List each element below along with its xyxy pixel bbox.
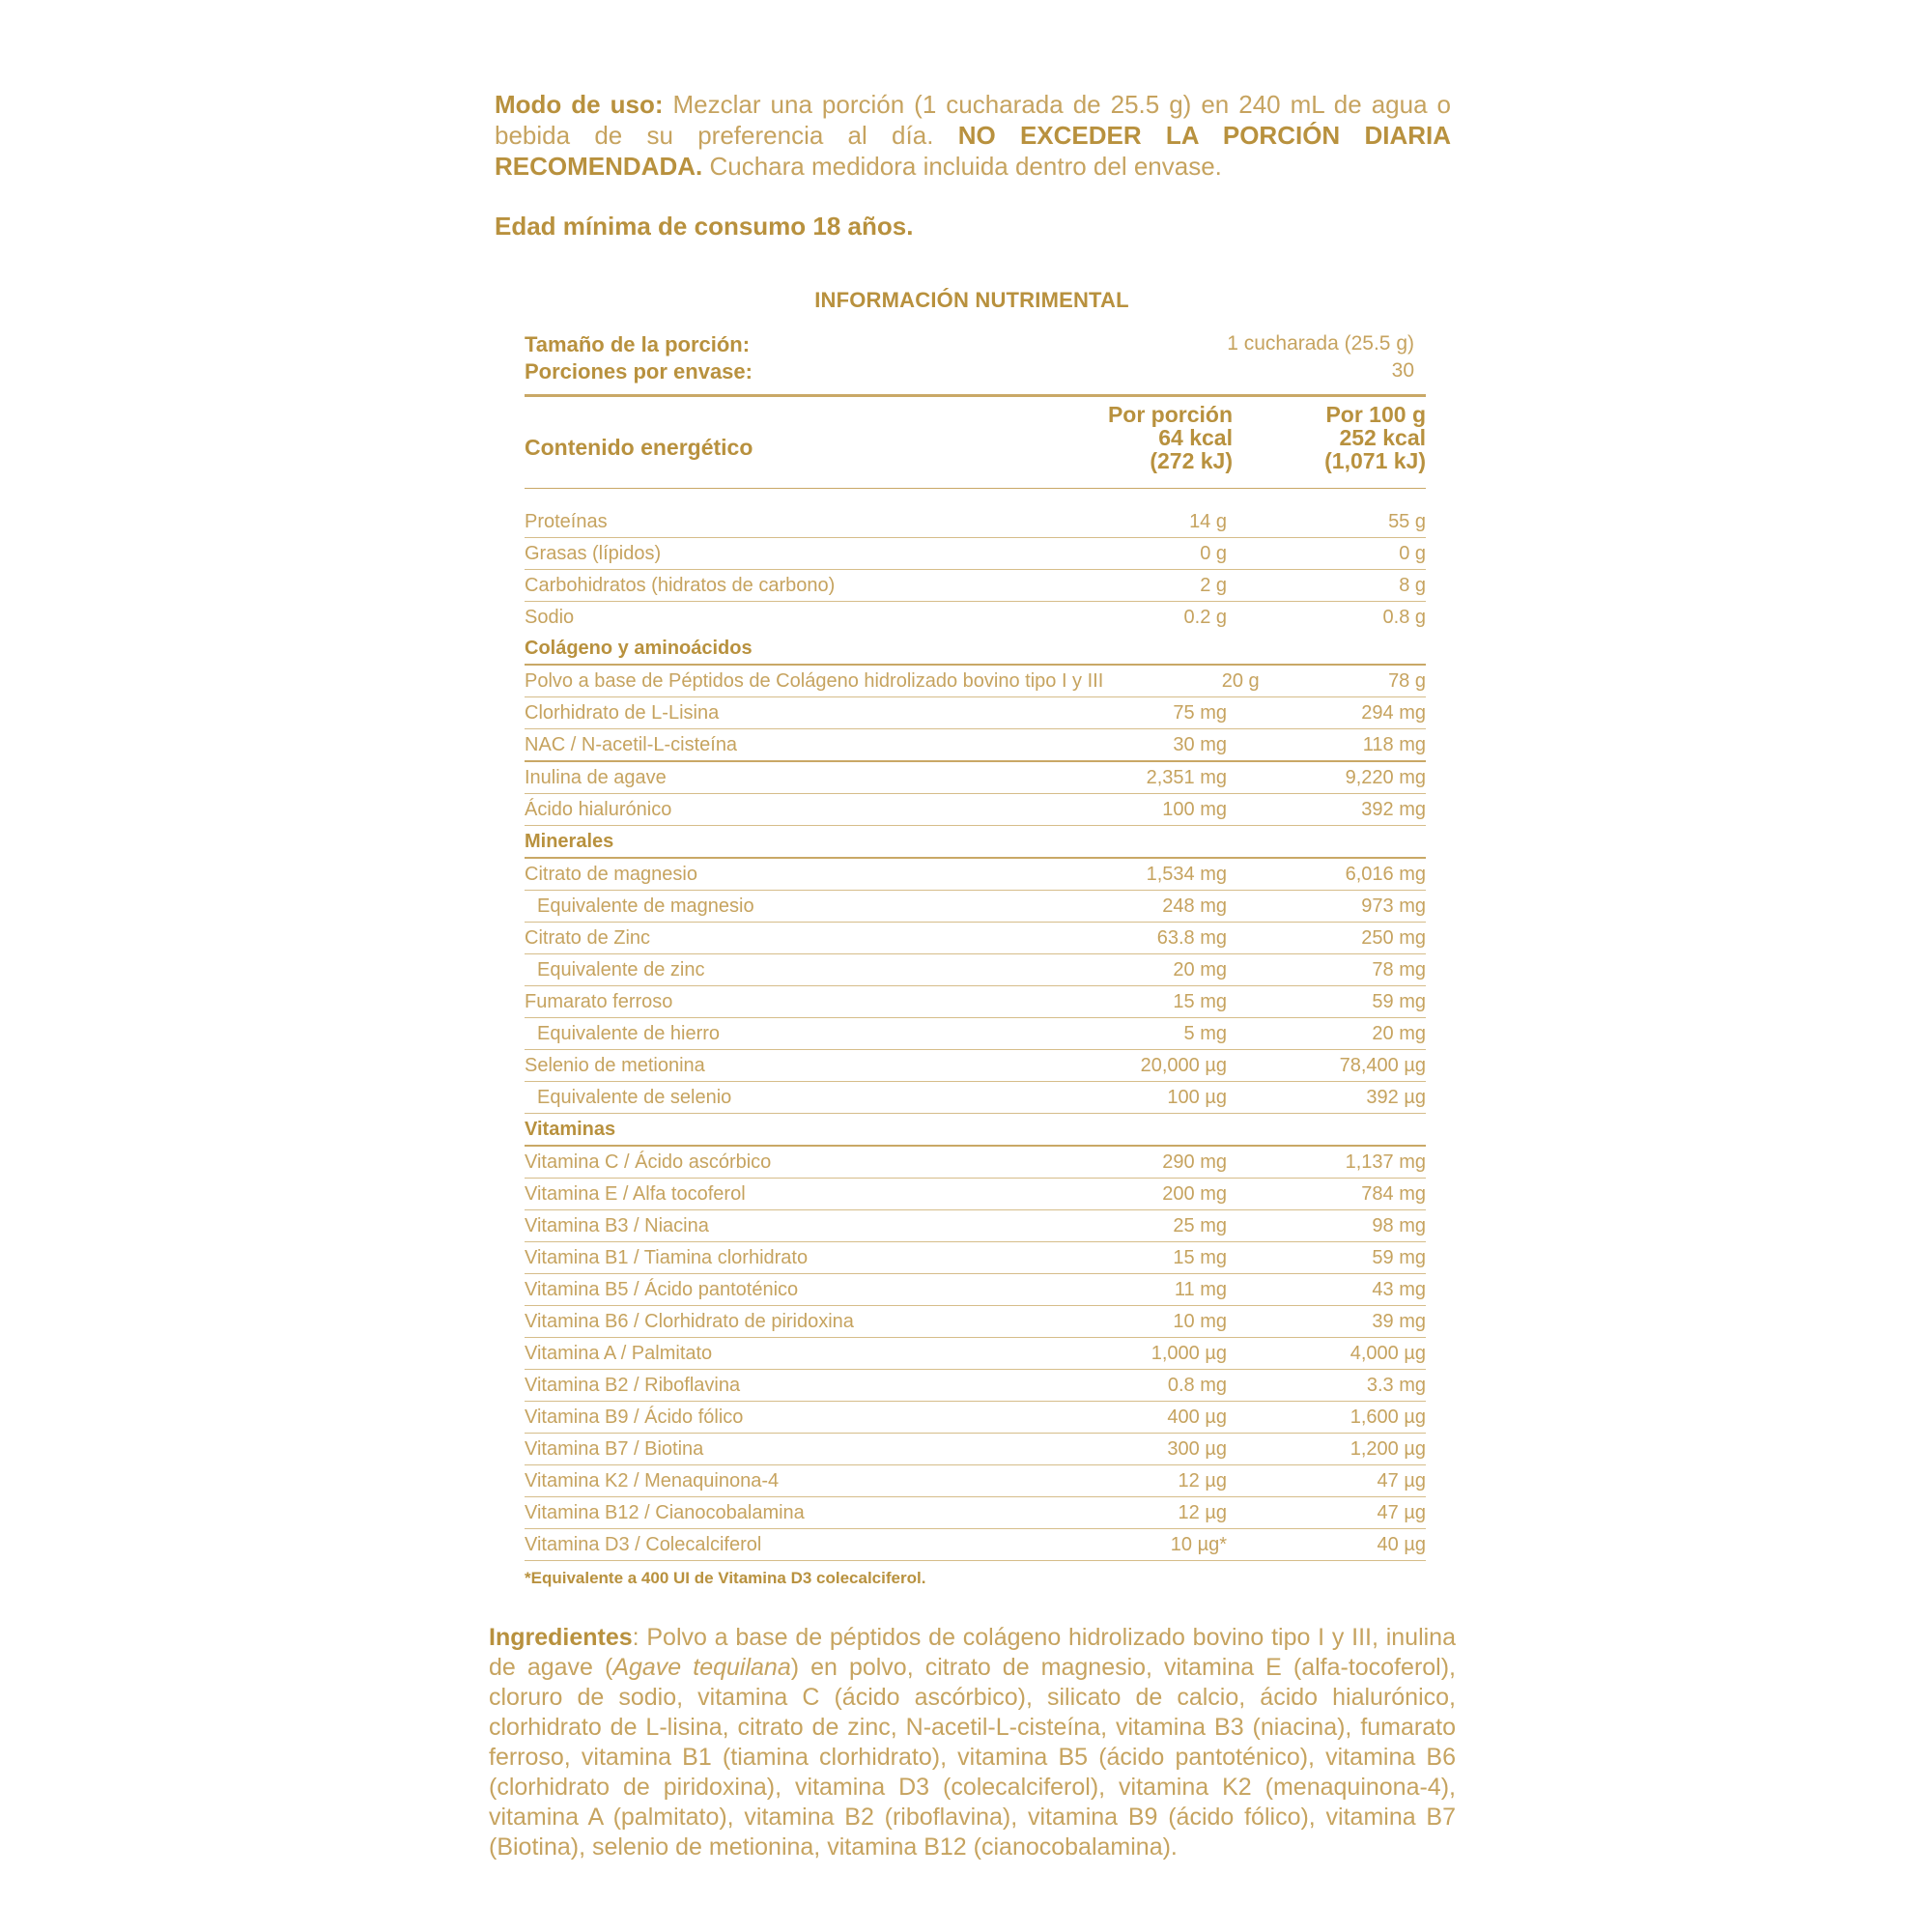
nutrient-per-100g: 9,220 mg	[1345, 767, 1426, 788]
nutrient-row	[525, 697, 1426, 729]
macros-section	[525, 506, 1426, 633]
nutrient-name: Vitamina K2 / Menaquinona-4	[525, 1470, 780, 1492]
nutrient-name: Vitamina B5 / Ácido pantoténico	[525, 1279, 799, 1300]
energy-per-serving	[1039, 397, 1233, 488]
nutrient-row	[525, 1497, 1426, 1529]
ingredients-text-1: : Polvo a base de péptidos de colágeno hidrolizado bovino tipo I y III, inulina de agave (	[489, 1624, 1456, 1681]
servings-value: 30	[1391, 359, 1414, 382]
nutrient-row	[525, 1465, 1426, 1497]
nutrient-per-100g: 1,600 µg	[1350, 1406, 1426, 1428]
nutrient-per-100g: 78,400 µg	[1339, 1055, 1426, 1076]
col-header-per-serving: Por porción	[1107, 402, 1233, 427]
nutrient-row	[525, 666, 1426, 697]
nutrient-name: Vitamina B6 / Clorhidrato de piridoxina	[525, 1311, 854, 1332]
nutrient-name: Citrato de Zinc	[525, 927, 651, 949]
nutrient-per-serving: 0.8 mg	[1167, 1375, 1227, 1396]
nutrient-per-100g: 392 µg	[1366, 1087, 1426, 1108]
nutrient-per-100g: 0 g	[1399, 543, 1426, 564]
vitamins-section	[525, 1147, 1426, 1561]
nutrient-name: Proteínas	[525, 511, 608, 532]
energy-label: Contenido energético	[525, 434, 753, 460]
nutrient-per-100g: 78 mg	[1372, 959, 1426, 980]
nutrient-per-serving: 30 mg	[1173, 734, 1227, 755]
nutrient-per-100g: 3.3 mg	[1366, 1375, 1426, 1396]
nutrient-row	[525, 538, 1426, 570]
nutrient-name: Selenio de metionina	[525, 1055, 705, 1076]
nutrient-per-100g: 392 mg	[1361, 799, 1426, 820]
nutrient-row	[525, 986, 1426, 1018]
nutrient-per-serving: 400 µg	[1167, 1406, 1227, 1428]
nutrient-per-serving: 200 mg	[1162, 1183, 1227, 1205]
nutrient-per-serving: 20 g	[1221, 670, 1260, 692]
servings-label: Porciones por envase:	[525, 359, 753, 384]
nutrient-per-100g: 98 mg	[1372, 1215, 1426, 1236]
ingredients-label: Ingredientes	[489, 1624, 633, 1651]
nutrient-per-serving: 63.8 mg	[1156, 927, 1227, 949]
usage-label: Modo de uso:	[495, 90, 664, 119]
nutrient-per-100g: 294 mg	[1361, 702, 1426, 724]
nutrient-name: Equivalente de zinc	[537, 959, 705, 980]
nutrient-per-serving: 15 mg	[1173, 1247, 1227, 1268]
nutrient-per-serving: 2,351 mg	[1146, 767, 1227, 788]
ingredients-list	[489, 1623, 1456, 1862]
nutrient-per-100g: 973 mg	[1361, 895, 1426, 917]
nutrient-name: Vitamina B9 / Ácido fólico	[525, 1406, 744, 1428]
energy-serving-kcal: 64 kcal	[1158, 425, 1233, 450]
nutrient-name: Vitamina A / Palmitato	[525, 1343, 713, 1364]
nutrient-row	[525, 762, 1426, 794]
nutrient-name: Grasas (lípidos)	[525, 543, 662, 564]
nutrient-name: Fumarato ferroso	[525, 991, 673, 1012]
nutrient-row	[525, 1529, 1426, 1561]
nutrient-name: Equivalente de hierro	[537, 1023, 721, 1044]
nutrient-per-serving: 11 mg	[1174, 1279, 1227, 1300]
ingredients-text-2: ) en polvo, citrato de magnesio, vitamina E (alfa-tocoferol), cloruro de sodio, vitamina C (ácido ascórbico), silicato de calcio, ácido hialurónico, clorhidrato de L-lisina, citrato de zinc, N-acetil-L-cisteína, vitamina B3 (niacina), fumarato ferroso, vitamina B1 (tiamina clorhidrato), vitamina B5 (ácido pantoténico), vitamina B6 (clorhidrato de piridoxina), vitamina D3 (colecalciferol), vitamina K2 (menaquinona-4), vitamina A (palmitato), vitamina B2 (riboflavina), vitamina B9 (ácido fólico), vitamina B7 (Biotina), selenio de metionina, vitamina B12 (cianocobalamina).	[489, 1654, 1456, 1861]
nutrient-per-serving: 10 mg	[1173, 1311, 1227, 1332]
nutrient-row	[525, 1338, 1426, 1370]
serving-size-label: Tamaño de la porción:	[525, 332, 751, 356]
nutrient-per-100g: 39 mg	[1372, 1311, 1426, 1332]
nutrient-name: Vitamina B2 / Riboflavina	[525, 1375, 741, 1396]
nutrient-name: NAC / N-acetil-L-cisteína	[525, 734, 738, 755]
nutrient-per-serving: 14 g	[1189, 511, 1227, 532]
nutrient-row	[525, 602, 1426, 633]
ingredients-italic: Agave tequilana	[612, 1654, 791, 1681]
nutrient-name: Equivalente de magnesio	[537, 895, 754, 917]
serving-size-value: 1 cucharada (25.5 g)	[1227, 332, 1414, 355]
nutrient-per-serving: 5 mg	[1183, 1023, 1227, 1044]
energy-serving-kj: (272 kJ)	[1150, 448, 1233, 473]
nutrient-row	[525, 794, 1426, 826]
nutrient-per-100g: 20 mg	[1372, 1023, 1426, 1044]
energy-100-kj: (1,071 kJ)	[1324, 448, 1426, 473]
collagen-section	[525, 666, 1426, 826]
energy-per-100g	[1233, 397, 1426, 488]
nutrient-row	[525, 1242, 1426, 1274]
nutrient-per-100g: 250 mg	[1361, 927, 1426, 949]
nutrient-name: Vitamina D3 / Colecalciferol	[525, 1534, 762, 1555]
spacer	[525, 489, 1426, 506]
nutrient-per-100g: 59 mg	[1372, 1247, 1426, 1268]
nutrient-per-serving: 248 mg	[1162, 895, 1227, 917]
nutrient-per-100g: 1,137 mg	[1345, 1151, 1426, 1173]
nutrient-per-100g: 6,016 mg	[1345, 864, 1426, 885]
nutrient-per-100g: 8 g	[1399, 575, 1426, 596]
nutrient-per-100g: 40 µg	[1377, 1534, 1426, 1555]
col-header-per-100g: Por 100 g	[1325, 402, 1426, 427]
servings-per-container-row	[525, 359, 1426, 386]
nutrient-per-serving: 20 mg	[1173, 959, 1227, 980]
nutrient-row	[525, 1274, 1426, 1306]
nutrient-per-serving: 12 µg	[1178, 1470, 1227, 1492]
nutrition-table	[525, 332, 1426, 1588]
nutrient-name: Vitamina B3 / Niacina	[525, 1215, 709, 1236]
nutrient-row	[525, 923, 1426, 954]
nutrient-per-serving: 15 mg	[1173, 991, 1227, 1012]
usage-instructions	[495, 89, 1451, 182]
nutrient-row	[525, 729, 1426, 762]
nutrient-name: Vitamina C / Ácido ascórbico	[525, 1151, 772, 1173]
nutrient-per-serving: 0.2 g	[1183, 607, 1227, 628]
nutrient-row	[525, 1082, 1426, 1114]
nutrient-row	[525, 891, 1426, 923]
usage-text: Mezclar una porción (1 cucharada de 25.5 g) en 240 mL de agua o bebida de su preferencia al día.	[495, 90, 1451, 150]
nutrient-per-serving: 100 µg	[1167, 1087, 1227, 1108]
nutrition-title: INFORMACIÓN NUTRIMENTAL	[814, 288, 1129, 312]
nutrient-name: Clorhidrato de L-Lisina	[525, 702, 720, 724]
nutrient-per-serving: 2 g	[1200, 575, 1227, 596]
nutrient-per-100g: 43 mg	[1372, 1279, 1426, 1300]
nutrient-name: Polvo a base de Péptidos de Colágeno hidrolizado bovino tipo I y III	[525, 670, 1104, 692]
nutrient-name: Ácido hialurónico	[525, 799, 672, 820]
nutrient-per-serving: 1,000 µg	[1151, 1343, 1227, 1364]
nutrient-per-serving: 290 mg	[1162, 1151, 1227, 1173]
nutrient-row	[525, 1050, 1426, 1082]
nutrient-row	[525, 1179, 1426, 1210]
nutrient-per-100g: 78 g	[1388, 670, 1426, 692]
nutrient-name: Vitamina E / Alfa tocoferol	[525, 1183, 746, 1205]
energy-100-kcal: 252 kcal	[1339, 425, 1426, 450]
nutrient-row	[525, 1434, 1426, 1465]
nutrient-name: Carbohidratos (hidratos de carbono)	[525, 575, 836, 596]
collagen-header: Colágeno y aminoácidos	[525, 633, 1426, 666]
nutrient-name: Inulina de agave	[525, 767, 667, 788]
nutrient-row	[525, 1306, 1426, 1338]
nutrient-per-100g: 47 µg	[1377, 1470, 1426, 1492]
nutrient-row	[525, 1402, 1426, 1434]
nutrient-per-100g: 47 µg	[1377, 1502, 1426, 1523]
nutrient-per-100g: 118 mg	[1362, 734, 1426, 755]
minerals-section	[525, 859, 1426, 1114]
nutrient-per-serving: 300 µg	[1167, 1438, 1227, 1460]
nutrient-name: Vitamina B12 / Cianocobalamina	[525, 1502, 805, 1523]
energy-row	[525, 397, 1426, 489]
nutrient-row	[525, 1370, 1426, 1402]
serving-size-row	[525, 332, 1426, 359]
nutrient-row	[525, 859, 1426, 891]
nutrient-name: Vitamina B1 / Tiamina clorhidrato	[525, 1247, 809, 1268]
usage-scoop-note: Cuchara medidora incluida dentro del envase.	[702, 152, 1222, 181]
nutrient-name: Sodio	[525, 607, 575, 628]
nutrient-per-serving: 0 g	[1200, 543, 1227, 564]
nutrient-row	[525, 506, 1426, 538]
nutrient-per-serving: 100 mg	[1162, 799, 1227, 820]
vitamins-header: Vitaminas	[525, 1114, 1426, 1147]
footnote: *Equivalente a 400 UI de Vitamina D3 colecalciferol.	[525, 1569, 926, 1587]
nutrient-row	[525, 1210, 1426, 1242]
nutrient-per-100g: 4,000 µg	[1350, 1343, 1426, 1364]
nutrient-name: Vitamina B7 / Biotina	[525, 1438, 704, 1460]
nutrient-per-serving: 25 mg	[1173, 1215, 1227, 1236]
nutrient-per-serving: 1,534 mg	[1146, 864, 1227, 885]
nutrient-per-serving: 75 mg	[1173, 702, 1227, 724]
minimum-age-notice: Edad mínima de consumo 18 años.	[495, 212, 914, 241]
minerals-header: Minerales	[525, 826, 1426, 859]
nutrient-row	[525, 1147, 1426, 1179]
nutrient-name: Equivalente de selenio	[537, 1087, 732, 1108]
nutrient-row	[525, 1018, 1426, 1050]
nutrient-row	[525, 954, 1426, 986]
nutrient-per-serving: 12 µg	[1178, 1502, 1227, 1523]
nutrient-per-serving: 10 µg*	[1170, 1534, 1227, 1555]
nutrient-name: Citrato de magnesio	[525, 864, 697, 885]
nutrient-per-100g: 55 g	[1388, 511, 1426, 532]
usage-warning: NO EXCEDER LA PORCIÓN DIARIA RECOMENDADA.	[495, 121, 1451, 181]
nutrient-row	[525, 570, 1426, 602]
nutrient-per-100g: 784 mg	[1361, 1183, 1426, 1205]
nutrient-per-100g: 59 mg	[1372, 991, 1426, 1012]
nutrient-per-100g: 0.8 g	[1382, 607, 1426, 628]
nutrient-per-100g: 1,200 µg	[1350, 1438, 1426, 1460]
nutrient-per-serving: 20,000 µg	[1140, 1055, 1227, 1076]
